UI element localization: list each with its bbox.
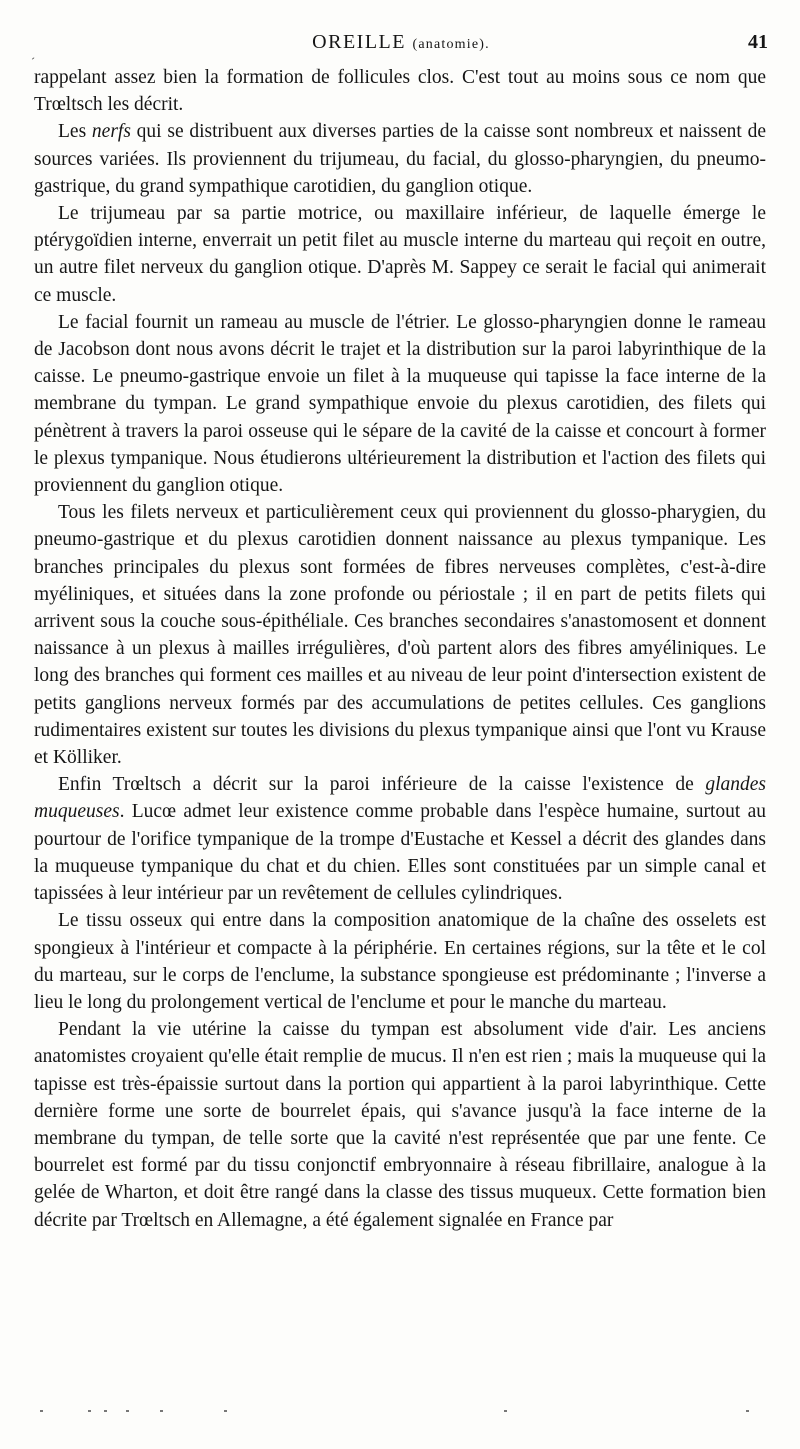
print-speck <box>88 1410 91 1412</box>
term-nerfs: nerfs <box>91 121 131 143</box>
corner-mark: ´ <box>31 55 35 69</box>
body-text <box>34 64 766 1234</box>
term-glandes-muqueuses: glandes muqueuses <box>34 774 766 823</box>
paragraph-trijumeau: Le trijumeau par sa partie motrice, ou maxillaire inférieur, de laquelle émerge le ptérygoïdien interne, enverrait un petit filet au muscle interne du marteau qui reçoit en outre, un autre filet nerveux du ganglion otique. D'après M. Sappey ce serait le facial qui animerait ce muscle. <box>34 203 766 306</box>
print-speck <box>746 1410 749 1412</box>
running-title-sub: (anatomie). <box>412 37 490 52</box>
bottom-print-specks <box>34 1410 766 1416</box>
paragraph-nerfs-start: Les <box>58 121 92 143</box>
page-number: 41 <box>748 31 768 53</box>
paragraph-facial: Le facial fournit un rameau au muscle de l'étrier. Le glosso-pharyngien donne le rameau de Jacobson dont nous avons décrit le trajet et la distribution sur la paroi labyrinthique de la caisse. Le pneumo-gastrique envoie un filet à la muqueuse qui tapisse la face interne de la membrane du tympan. Le grand sympathique envoie du plexus carotidien, des filets qui pénètrent à travers la paroi osseuse qui le sépare de la cavité de la caisse et concourt à former le plexus tympanique. Nous étudierons ultérieurement la distribution et l'action des filets qui proviennent du ganglion otique. <box>34 311 766 497</box>
paragraph-plexus: Tous les filets nerveux et particulièrement ceux qui proviennent du glosso-pharygien, du pneumo-gastrique et du plexus carotidien donnent naissance au plexus tympanique. Les branches principales du plexus sont formées de fibres nerveuses complètes, c'est-à-dire myéliniques, et situées dans la zone profonde ou périostale ; il en part de petits filets qui arrivent sous la couche sous-épithéliale. Ces branches secondaires s'anastomosent et donnent naissance à un plexus à mailles irrégulières, d'où partent alors des fibres amyéliniques. Le long des branches qui forment ces mailles et au niveau de leur point d'intersection existent de petits ganglions nerveux formés par des accumulations de petites cellules. Ces ganglions rudimentaires existent sur toutes les divisions du plexus tympanique ainsi que l'ont vu Krause et Kölliker. <box>34 502 766 769</box>
paragraph-nerfs-rest: qui se distribuent aux diverses parties de la caisse sont nombreux et naissent de sources variées. Ils proviennent du trijumeau, du facial, du glosso-pharyngien, du pneumo-gastrique, du grand sympathique carotidien, du ganglion otique. <box>34 121 767 197</box>
running-title <box>34 30 768 57</box>
print-speck <box>160 1410 163 1412</box>
print-speck <box>126 1410 129 1412</box>
paragraph-tissu-osseux: Le tissu osseux qui entre dans la composition anatomique de la chaîne des osselets est spongieux à l'intérieur et compacte à la périphérie. En certaines régions, sur la tête et le col du marteau, sur le corps de l'enclume, la substance spongieuse est prédominante ; l'inverse a lieu le long du prolongement vertical de l'enclume et pour le manche du marteau. <box>34 910 766 1013</box>
paragraph-vie-uterine: Pendant la vie utérine la caisse du tympan est absolument vide d'air. Les anciens anatomistes croyaient qu'elle était remplie de mucus. Il n'en est rien ; mais la muqueuse qui la tapisse est très-épaissie surtout dans la portion qui appartient à la paroi labyrinthique. Cette dernière forme une sorte de bourrelet épais, qui s'avance jusqu'à la face interne de la membrane du tympan, de telle sorte que la cavité n'est représentée que par une fente. Ce bourrelet est formé par du tissu conjonctif embryonnaire à réseau fibrillaire, analogue à la gelée de Wharton, et doit être rangé dans la classe des tissus muqueux. Cette formation bien décrite par Trœltsch en Allemagne, a été également signalée en France par <box>34 1019 766 1231</box>
paragraph-glandes-rest: . Lucœ admet leur existence comme probable dans l'espèce humaine, surtout au pourtour de l'orifice tympanique de la trompe d'Eustache et Kessel a décrit des glandes dans la muqueuse tympanique du chat et du chien. Elles sont constituées par un simple canal et tapissées à leur intérieur par un revêtement de cellules cylindriques. <box>34 801 766 905</box>
paragraph-glandes <box>34 771 766 907</box>
print-speck <box>40 1410 43 1412</box>
paragraph-glandes-start: Enfin Trœltsch a décrit sur la paroi inférieure de la caisse l'existence de <box>58 774 706 796</box>
running-head <box>34 30 768 54</box>
running-title-main: OREILLE <box>312 31 406 53</box>
paragraph-continuation: rappelant assez bien la formation de follicules clos. C'est tout au moins sous ce nom que Trœltsch les décrit. <box>34 67 766 116</box>
print-speck <box>224 1410 227 1412</box>
paragraph-nerfs <box>34 118 766 200</box>
print-speck <box>504 1410 507 1412</box>
print-speck <box>104 1410 107 1412</box>
